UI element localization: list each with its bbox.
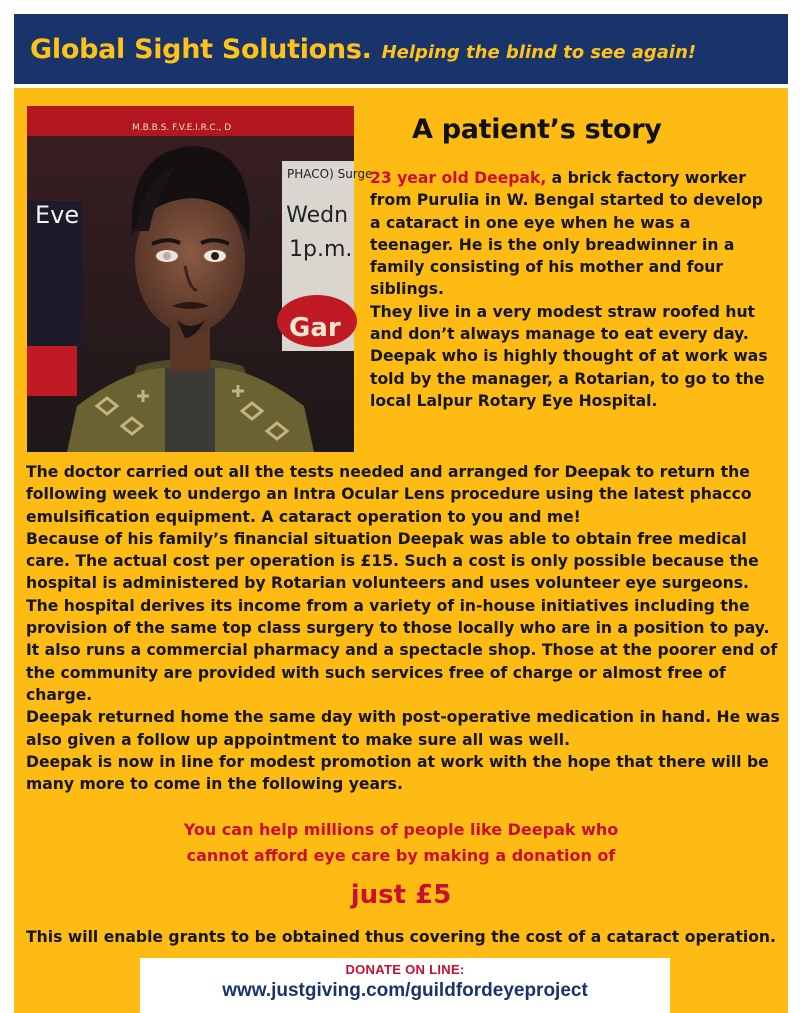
org-title: Global Sight Solutions. xyxy=(30,33,372,65)
patient-photo-illustration xyxy=(27,106,373,452)
story-title: A patient’s story xyxy=(412,114,662,145)
donate-link[interactable]: www.justgiving.com/guildfordeyeproject xyxy=(222,980,588,1001)
donate-label: DONATE ON LINE: xyxy=(345,962,465,977)
paragraph-6: The hospital derives its income from a variety of in-house initiatives including the provision of the same top class surgery to those locally who are in a position to pay. It also runs a commercial pharmacy and a spectacle shop. Those at the poorer end of the community are provided with such services free of charge or almost free of charge. xyxy=(26,596,778,704)
paragraph-7: Deepak returned home the same day with post-operative medication in hand. He was also given a follow up appointment to make sure all was well. xyxy=(26,708,780,749)
header-banner xyxy=(14,14,788,84)
banner-text-2: PHACO) Surge xyxy=(287,167,373,181)
banner-text-4: & Wedn xyxy=(262,203,349,228)
paragraph-2: They live in a very modest straw roofed hut and don’t always manage to eat every day. xyxy=(370,302,755,344)
intro-paragraph xyxy=(370,167,774,301)
intro-text: a brick factory worker from Purulia in W. Bengal started to develop a cataract in one eye when he was a teenager. He is the only breadwinner in a family consisting of his mother and four siblings. xyxy=(370,169,763,299)
donate-box xyxy=(140,958,670,1013)
appeal-line-2: cannot afford eye care by making a donation of xyxy=(186,846,616,865)
banner-text-5: 1p.m. xyxy=(289,237,353,262)
patient-name: 23 year old Deepak, xyxy=(370,169,547,187)
patient-photo xyxy=(27,106,373,452)
banner-text-1: M.B.B.S. F.V.E.I.R.C., D xyxy=(132,123,232,133)
banner-text-3: Eve xyxy=(35,201,80,229)
story-body xyxy=(26,461,786,795)
grant-statement: This will enable grants to be obtained thus covering the cost of a cataract operation. xyxy=(26,928,776,946)
donation-appeal xyxy=(14,817,788,869)
donation-amount: just £5 xyxy=(350,880,452,910)
story-intro xyxy=(370,167,774,412)
appeal-line-1: You can help millions of people like Deepak who xyxy=(183,820,619,839)
banner-text-6: Gar xyxy=(289,313,341,343)
paragraph-3: Deepak who is highly thought of at work was told by the manager, a Rotarian, to go to the local Lalpur Rotary Eye Hospital. xyxy=(370,347,768,410)
org-tagline: Helping the blind to see again! xyxy=(381,41,697,63)
paragraph-8: Deepak is now in line for modest promotion at work with the hope that there will be many more to come in the following years. xyxy=(26,752,769,794)
paragraph-5: Because of his family’s financial situation Deepak was able to obtain free medical care. The actual cost per operation is £15. Such a cost is only possible because the hospital is administered by Rotarian volunteers and uses volunteer eye surgeons. xyxy=(26,529,759,593)
content-panel xyxy=(14,88,788,1013)
paragraph-4: The doctor carried out all the tests needed and arranged for Deepak to return the following week to undergo an Intra Ocular Lens procedure using the latest phacco emulsification equipment. A cataract operation to you and me! xyxy=(26,463,752,526)
